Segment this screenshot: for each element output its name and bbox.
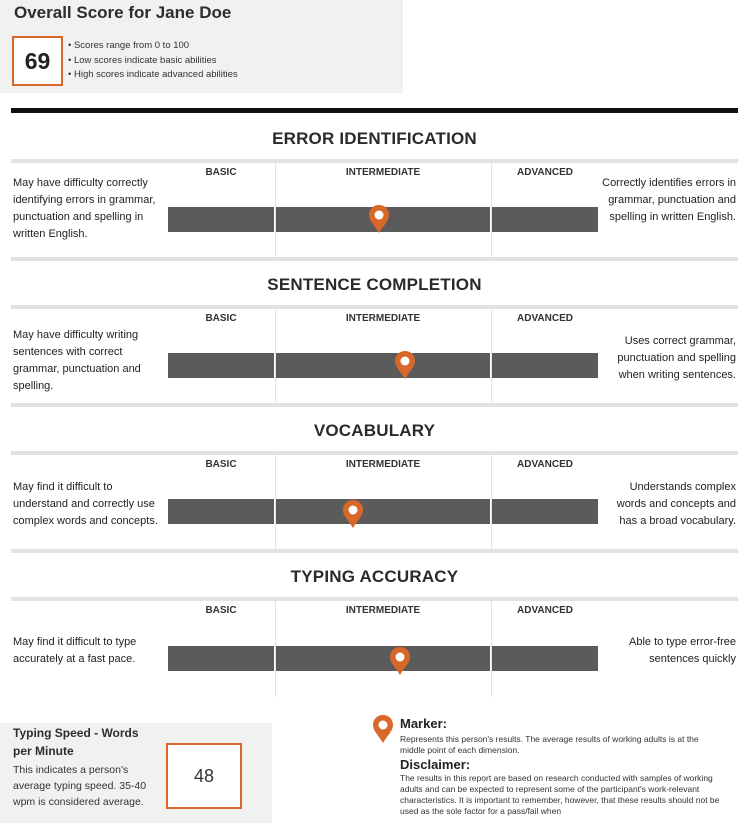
level-label-intermediate: INTERMEDIATE [345,605,421,616]
scale-bar-advanced [492,646,598,671]
typing-speed-panel [0,723,272,823]
map-pin-marker-icon [372,714,394,744]
section-title: VOCABULARY [313,421,436,440]
level-label-advanced: ADVANCED [517,605,573,616]
low-score-description: May find it difficult to type accurately at a fast pace. [13,636,137,665]
low-score-description: May find it difficult to understand and correctly use complex words and concepts. [13,481,158,527]
legend-title: Marker: [400,716,447,731]
high-score-description: Uses correct grammar, punctuation and spelling when writing sentences. [617,335,736,381]
map-pin-marker-icon [368,204,390,234]
scale-band [11,159,738,259]
map-pin-marker-icon [389,646,411,676]
section-title: SENTENCE COMPLETION [267,275,482,294]
section-typing-accuracy [11,551,738,699]
typing-speed-value: 48 [166,743,242,809]
level-label-advanced: ADVANCED [517,313,573,324]
scale-bar-basic [168,646,274,671]
disclaimer-text: The results in this report are based on research conducted with samples of working adults and can be expected to represent some of the participant's work-relevant characteristics. It is important to remember, however, that these results should not be used as the sole factor for a pass/fail when [400,773,720,816]
section-error-identification [11,113,738,261]
level-label-advanced: ADVANCED [517,459,573,470]
score-note: • High scores indicate advanced abilities [68,68,238,83]
scale-bar-advanced [492,207,598,232]
section-title: ERROR IDENTIFICATION [272,129,477,148]
scale-bar-basic [168,207,274,232]
high-score-description: Correctly identifies errors in grammar, punctuation and spelling in written English. [602,177,736,223]
map-pin-marker-icon [342,499,364,529]
scale-bar-basic [168,353,274,378]
level-label-basic: BASIC [205,167,237,178]
overall-score-value: 69 [12,36,63,86]
legend-text: Represents this person's results. The average results of working adults is at the middle point of each dimension. [400,734,699,755]
level-label-basic: BASIC [205,605,237,616]
level-label-intermediate: INTERMEDIATE [345,459,421,470]
high-score-description: Able to type error-free sentences quickly [629,636,736,665]
map-pin-marker-icon [394,350,416,380]
score-note: • Scores range from 0 to 100 [68,39,238,54]
page-title: Overall Score for Jane Doe [14,3,232,22]
level-label-basic: BASIC [205,459,237,470]
scale-bar-advanced [492,499,598,524]
section-sentence-completion [11,259,738,407]
scale-band [11,451,738,551]
disclaimer-title: Disclaimer: [400,757,471,772]
typing-speed-description: This indicates a person's average typing speed. 35-40 wpm is considered average. [13,764,147,808]
section-vocabulary [11,405,738,553]
scale-band [11,597,738,697]
level-label-intermediate: INTERMEDIATE [345,313,421,324]
low-score-description: May have difficulty correctly identifying errors in grammar, punctuation and spelling in written English. [13,177,156,240]
level-label-basic: BASIC [205,313,237,324]
score-note: • Low scores indicate basic abilities [68,54,238,69]
typing-speed-title: Typing Speed - Words per Minute [13,726,139,758]
level-label-advanced: ADVANCED [517,167,573,178]
overall-score-panel [0,0,403,93]
score-notes [68,39,238,83]
section-title: TYPING ACCURACY [290,567,459,586]
scale-bar-advanced [492,353,598,378]
scale-bar-intermediate [276,646,490,671]
scale-bar-intermediate [276,353,490,378]
high-score-description: Understands complex words and concepts and has a broad vocabulary. [616,481,736,527]
low-score-description: May have difficulty writing sentences with correct grammar, punctuation and spelling. [13,329,141,392]
scale-bar-basic [168,499,274,524]
scale-bar-intermediate [276,499,490,524]
level-label-intermediate: INTERMEDIATE [345,167,421,178]
scale-band [11,305,738,405]
